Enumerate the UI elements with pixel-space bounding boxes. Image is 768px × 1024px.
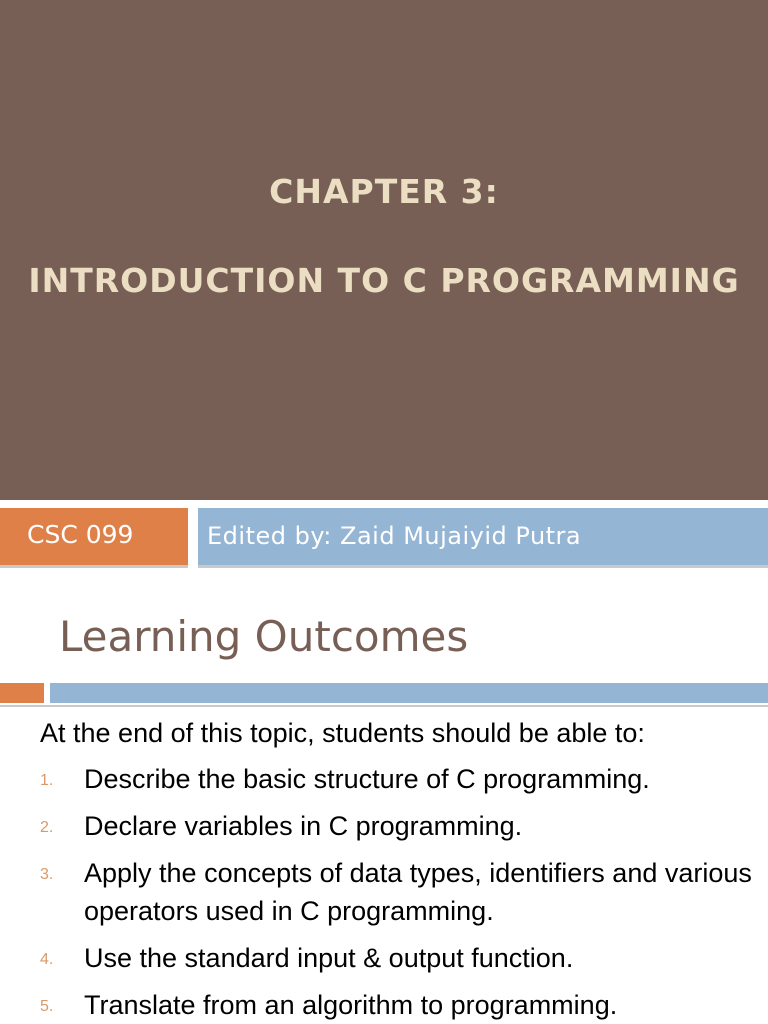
accent-bar-blue bbox=[50, 683, 768, 703]
accent-bar-orange bbox=[0, 683, 44, 703]
list-item-text: Use the standard input & output function. bbox=[84, 943, 574, 973]
chapter-label: CHAPTER 3: bbox=[269, 172, 499, 211]
list-item bbox=[0, 807, 768, 845]
list-item-number: 4. bbox=[40, 951, 54, 968]
list-item-number: 5. bbox=[40, 998, 54, 1015]
course-code-box bbox=[0, 508, 188, 568]
list-item-text: Translate from an algorithm to programming. bbox=[84, 990, 618, 1020]
course-code: CSC 099 bbox=[27, 520, 134, 549]
slide-title: Learning Outcomes bbox=[59, 612, 469, 661]
list-item-number: 3. bbox=[40, 866, 54, 883]
editor-credit: Edited by: Zaid Mujaiyid Putra bbox=[207, 522, 582, 550]
list-item-number: 2. bbox=[40, 819, 54, 836]
list-item-text: Apply the concepts of data types, identifiers and various operators used in C programming. bbox=[84, 858, 752, 926]
outcomes-list bbox=[0, 760, 768, 1024]
list-item-text: Declare variables in C programming. bbox=[84, 811, 523, 841]
title-panel bbox=[0, 0, 768, 500]
list-item bbox=[0, 760, 768, 798]
editor-box bbox=[198, 508, 768, 568]
list-item-number: 1. bbox=[40, 772, 54, 789]
list-item bbox=[0, 854, 768, 930]
chapter-title: INTRODUCTION TO C PROGRAMMING bbox=[28, 261, 740, 300]
list-item bbox=[0, 986, 768, 1024]
list-item bbox=[0, 939, 768, 977]
divider bbox=[0, 705, 768, 707]
intro-text: At the end of this topic, students should be able to: bbox=[40, 718, 645, 748]
list-item-text: Describe the basic structure of C programming. bbox=[84, 764, 650, 794]
